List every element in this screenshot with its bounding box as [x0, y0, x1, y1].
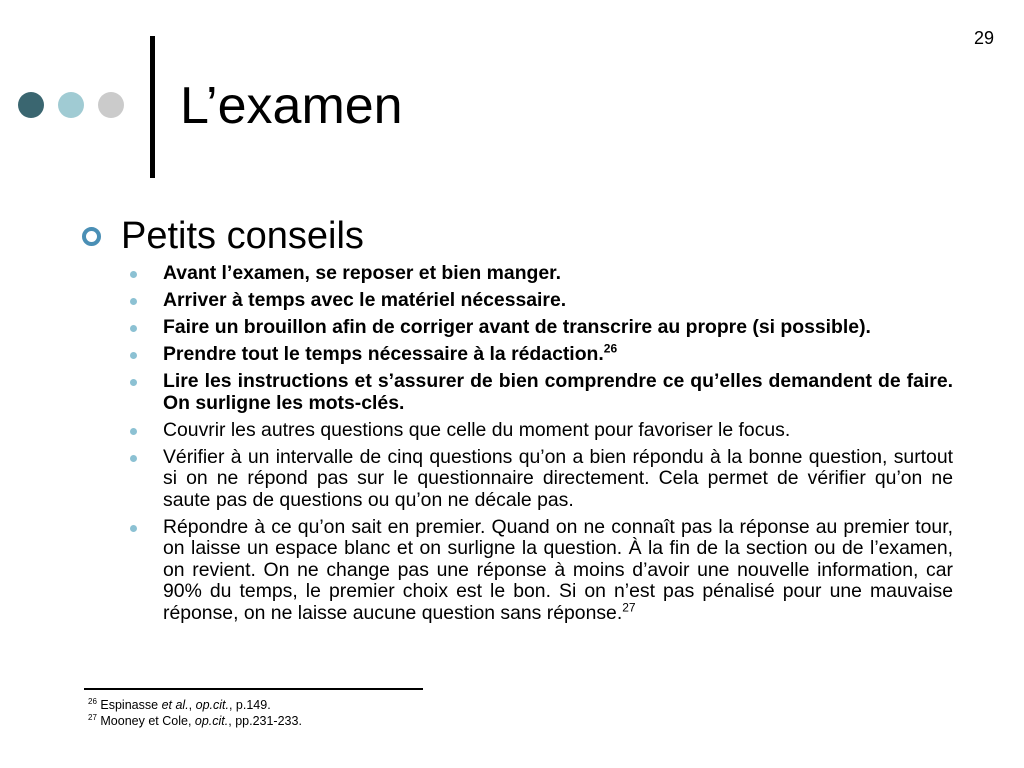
footnote-separator-text: , [188, 698, 196, 712]
title-divider [150, 36, 155, 178]
list-item [130, 341, 953, 366]
footnote-opcit: op.cit. [195, 698, 229, 712]
footnote-author: Espinasse [100, 698, 159, 712]
advice-list [130, 263, 953, 630]
list-item-text: Lire les instructions et s’assurer de bien comprendre ce qu’elles demandent de faire. On surligne les mots-clés. [163, 370, 953, 414]
list-item [130, 290, 953, 312]
list-item [130, 517, 953, 625]
decorative-dots [18, 92, 124, 118]
slide-title: L’examen [180, 77, 403, 135]
list-item-text: Couvrir les autres questions que celle du moment pour favoriser le focus. [163, 418, 791, 441]
dot-bullet-icon [130, 352, 137, 359]
footnote [88, 713, 302, 729]
footnote-pages: , pp.231-233. [228, 714, 302, 728]
list-item-text: Répondre à ce qu’on sait en premier. Quand on ne connaît pas la réponse au premier tour, on laisse un espace blanc et on surligne la question. À la fin de la section ou de l’examen, on revient. On ne change pas une réponse à moins d’avoir une nouvelle information, car 90% du temps, le premier choix est le bon. Si on n’est pas pénalisé pour une mauvaise réponse, on ne laisse aucune question sans réponse. [163, 515, 953, 624]
grey-dot [98, 92, 124, 118]
dot-bullet-icon [130, 325, 137, 332]
list-item [130, 447, 953, 512]
ring-bullet-icon [82, 227, 101, 246]
footnote-ref: 26 [603, 341, 618, 356]
footnote-etal: et al. [161, 698, 189, 712]
list-item [130, 317, 953, 339]
list-item-text: Faire un brouillon afin de corriger avant de transcrire au propre (si possible). [163, 316, 871, 338]
dark-teal-dot [18, 92, 44, 118]
section-heading-label: Petits conseils [121, 215, 364, 257]
footnote-separator [84, 688, 423, 690]
section-heading [82, 215, 364, 258]
light-teal-dot [58, 92, 84, 118]
page-number: 29 [973, 28, 994, 48]
footnote [88, 697, 302, 713]
footnote-opcit: op.cit. [194, 714, 229, 728]
list-item [130, 371, 953, 414]
footnote-author: Mooney et Cole, [100, 714, 195, 728]
list-item-text: Avant l’examen, se reposer et bien manger. [163, 262, 562, 284]
dot-bullet-icon [130, 525, 137, 532]
dot-bullet-icon [130, 428, 137, 435]
dot-bullet-icon [130, 455, 137, 462]
footnotes [88, 697, 302, 729]
list-item-text: Vérifier à un intervalle de cinq questions qu’on a bien répondu à la bonne question, surtout si on ne répond pas sur le questionnaire directement. Cela permet de vérifier qu’on ne saute pas de questions ou qu’on ne décale pas. [163, 445, 953, 511]
footnote-number: 26 [88, 696, 97, 706]
list-item-text: Arriver à temps avec le matériel nécessaire. [163, 289, 567, 311]
footnote-pages: , p.149. [228, 698, 271, 712]
list-item-text: Prendre tout le temps nécessaire à la rédaction. [163, 343, 604, 365]
list-item [130, 263, 953, 285]
footnote-ref: 27 [622, 600, 636, 615]
dot-bullet-icon [130, 379, 137, 386]
dot-bullet-icon [130, 298, 137, 305]
footnote-number: 27 [88, 712, 97, 722]
list-item [130, 420, 953, 442]
dot-bullet-icon [130, 271, 137, 278]
